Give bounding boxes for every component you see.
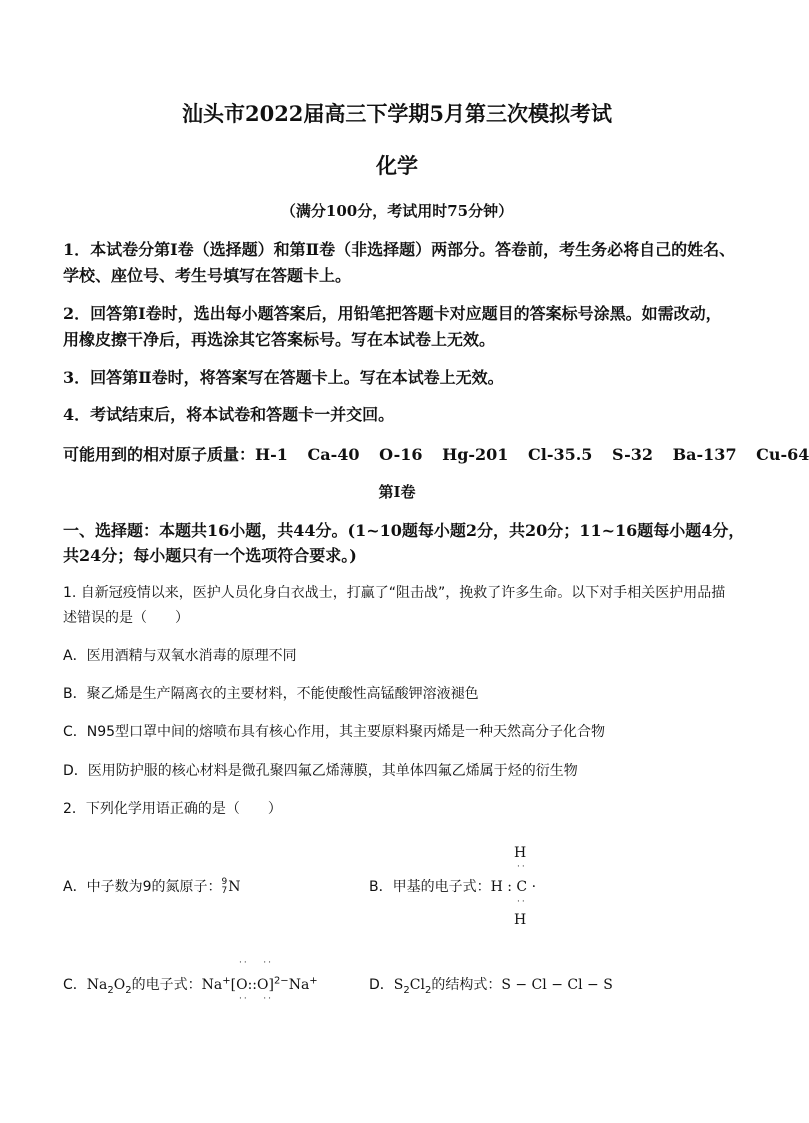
q1-option-a: A．医用酒精与双氧水消毒的原理不同 <box>63 648 297 664</box>
mass-number: 9 <box>221 877 228 887</box>
formula-na: Na <box>86 977 108 993</box>
instruction-1-line2: 学校、座位号、考生号填写在答题卡上。 <box>63 266 352 285</box>
instruction-3: 3．回答第Ⅱ卷时，将答案写在答题卡上。写在本试卷上无效。 <box>63 368 504 387</box>
q2-stem: 2．下列化学用语正确的是（ ） <box>63 801 282 817</box>
atomic-mass-item: Cl-35.5 <box>528 445 593 464</box>
atomic-mass-item: Cu-64 <box>756 445 809 464</box>
subscript: 2 <box>403 984 410 996</box>
atomic-mass-line <box>63 442 809 465</box>
charge-2minus: 2− <box>273 975 289 987</box>
charge-plus: + <box>309 975 318 987</box>
score-note: （满分100分，考试用时75分钟） <box>280 202 514 220</box>
subject-title: 化学 <box>376 153 418 178</box>
part1-title: 第Ⅰ卷 <box>378 483 416 501</box>
q1-stem-line2: 述错误的是（ ） <box>63 610 189 626</box>
q2-option-b <box>369 876 536 896</box>
atomic-mass-item: Ba-137 <box>672 445 737 464</box>
q2-option-d <box>369 974 613 994</box>
section-heading-line1: 一、选择题：本题共16小题，共44分。(1~10题每小题2分，共20分；11~16题每小题4分， <box>63 521 745 540</box>
methyl-bottom-h: H <box>514 912 527 928</box>
q2-option-c-suffix: 的电子式： <box>131 977 202 993</box>
element-symbol: N <box>228 879 241 895</box>
methyl-formula: H : C · <box>490 879 537 895</box>
formula-o: O <box>113 977 126 993</box>
atomic-mass-item: S-32 <box>612 445 654 464</box>
subscript: 2 <box>424 984 432 996</box>
instruction-2-line2: 用橡皮擦干净后，再选涂其它答案标号。写在本试卷上无效。 <box>63 330 496 349</box>
q1-option-d: D．医用防护服的核心材料是微孔聚四氟乙烯薄膜，其单体四氟乙烯属于烃的衍生物 <box>63 763 578 779</box>
q2-option-a <box>63 876 240 896</box>
subscript: 2 <box>125 984 132 996</box>
q2-option-d-prefix: D． <box>369 977 394 993</box>
formula-s: S <box>393 977 404 993</box>
structural-formula: S − Cl − Cl − S <box>501 977 613 993</box>
q1-option-c: C．N95型口罩中间的熔喷布具有核心作用，其主要原料聚丙烯是一种天然高分子化合物 <box>63 724 606 740</box>
q1-stem-line1: 1. 自新冠疫情以来，医护人员化身白衣战士，打赢了“阻击战”，挽救了许多生命。以下对手相关医护用品描 <box>63 585 726 601</box>
atomic-number: 7 <box>221 886 228 896</box>
instruction-2-line1: 2．回答第Ⅰ卷时，选出每小题答案后，用铅笔把答题卡对应题目的答案标号涂黑。如需改动， <box>63 304 722 323</box>
atomic-mass-item: Hg-201 <box>442 445 509 464</box>
bond-dots-bottom: ·· <box>517 897 527 907</box>
q2-option-a-label: A．中子数为9的氮原子： <box>63 879 222 895</box>
atomic-mass-item: O-16 <box>379 445 423 464</box>
section-heading-line2: 共24分；每小题只有一个选项符合要求。) <box>63 546 357 565</box>
atomic-mass-item: Ca-40 <box>307 445 360 464</box>
q2-option-c-prefix: C． <box>63 977 87 993</box>
atomic-mass-item: H-1 <box>255 445 288 464</box>
q2-option-c <box>63 974 318 994</box>
instruction-1-line1: 1．本试卷分第Ⅰ卷（选择题）和第Ⅱ卷（非选择题）两部分。答卷前，考生务必将自己的姓名、 <box>63 240 736 259</box>
peroxide-ion: [O::O] <box>230 977 274 993</box>
methyl-top-h: H <box>514 845 527 861</box>
subscript: 2 <box>107 984 114 996</box>
lone-pair-dots-bottom: ·· ·· <box>239 994 274 1004</box>
formula-cl: Cl <box>409 977 425 993</box>
page-title: 汕头市2022届高三下学期5月第三次模拟考试 <box>181 101 613 126</box>
q2-option-b-label: B．甲基的电子式： <box>369 879 491 895</box>
q2-option-d-suffix: 的结构式： <box>431 977 502 993</box>
instruction-4: 4．考试结束后，将本试卷和答题卡一并交回。 <box>63 405 395 424</box>
bond-dots-top: ·· <box>517 862 527 872</box>
q1-option-b: B．聚乙烯是生产隔离衣的主要材料，不能使酸性高锰酸钾溶液褪色 <box>63 686 479 702</box>
nuclide-numbers <box>221 878 227 896</box>
charge-plus: + <box>222 975 231 987</box>
atomic-mass-label: 可能用到的相对原子质量： <box>63 445 256 464</box>
lone-pair-dots-top: ·· ·· <box>239 958 274 968</box>
sodium-ion: Na <box>288 977 310 993</box>
sodium-ion: Na <box>201 977 223 993</box>
